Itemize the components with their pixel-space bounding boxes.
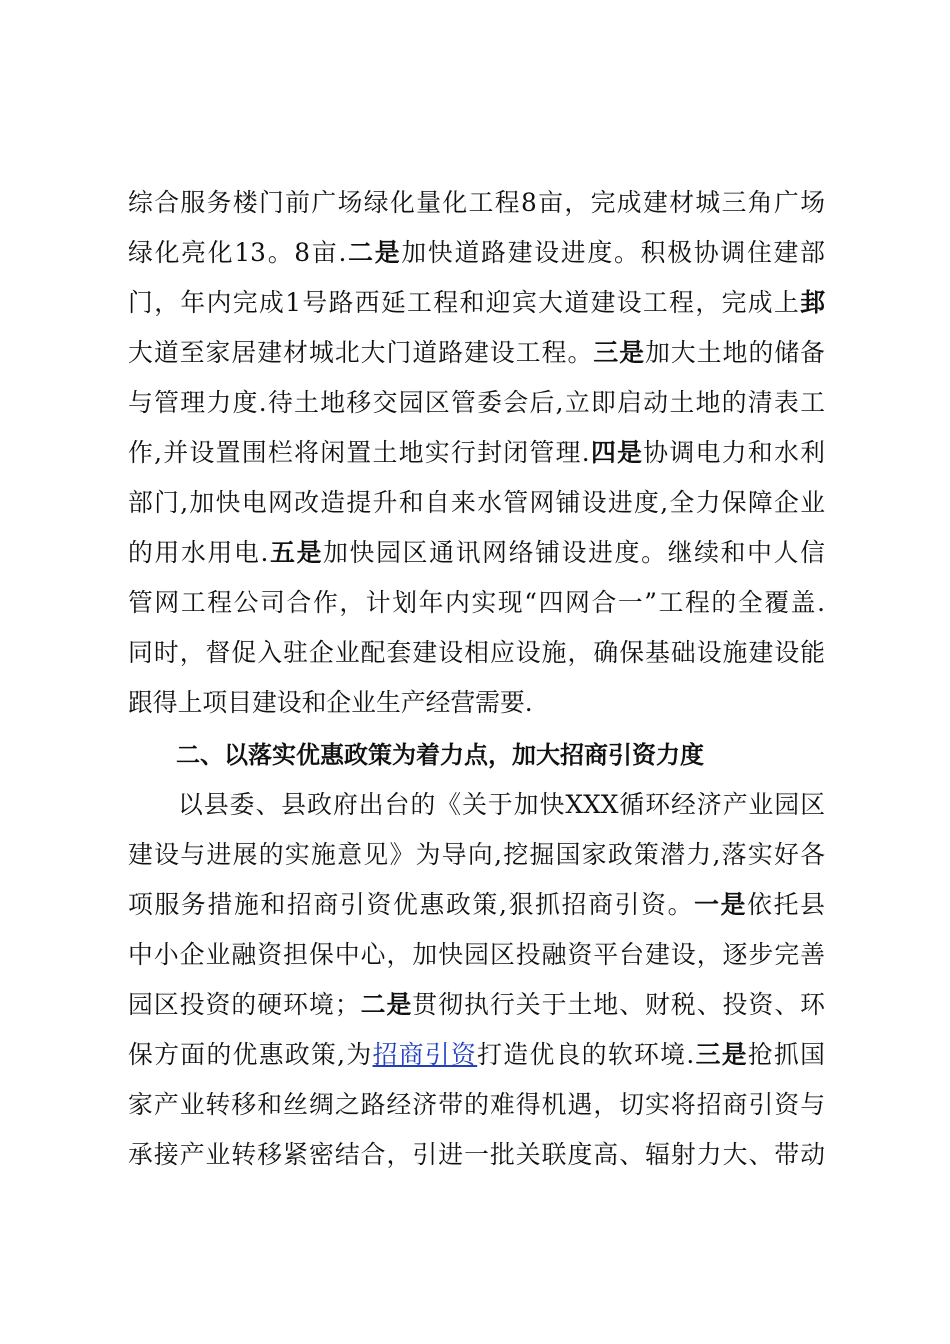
text-line: 同时，督促入驻企业配套建设相应设施，确保基础设施建设能: [128, 638, 825, 667]
text-line: 绿化亮化13。8亩.二是加快道路建设进度。积极协调住建部: [128, 238, 825, 267]
text-line: 园区投资的硬环境；二是贯彻执行关于土地、财税、投资、环: [128, 990, 825, 1019]
investment-link[interactable]: 招商引资: [372, 1040, 478, 1069]
text-line: 项服务措施和招商引资优惠政策,狠抓招商引资。一是依托县: [128, 890, 825, 919]
text-line: 建设与进展的实施意见》为导向,挖掘国家政策潜力,落实好各: [128, 840, 825, 869]
text-line: 部门,加快电网改造提升和自来水管网铺设进度,全力保障企业: [128, 488, 825, 517]
text-line: 大道至家居建材城北大门道路建设工程。三是加大土地的储备: [128, 338, 825, 367]
text-line: 保方面的优惠政策,为招商引资打造优良的软环境.三是抢抓国: [128, 1040, 825, 1069]
text-line: 跟得上项目建设和企业生产经营需要.: [128, 688, 533, 717]
text-line: 中小企业融资担保中心，加快园区投融资平台建设，逐步完善: [128, 940, 825, 969]
text-line: 家产业转移和丝绸之路经济带的难得机遇，切实将招商引资与: [128, 1090, 825, 1119]
text-line: 以县委、县政府出台的《关于加快XXX循环经济产业园区: [178, 790, 825, 819]
text-line: 综合服务楼门前广场绿化量化工程8亩，完成建材城三角广场: [128, 188, 825, 217]
text-line: 承接产业转移紧密结合，引进一批关联度高、辐射力大、带动: [128, 1140, 825, 1169]
text-line: 的用水用电.五是加快园区通讯网络铺设进度。继续和中人信: [128, 538, 825, 567]
section-heading: 二、以落实优惠政策为着力点，加大招商引资力度: [176, 741, 704, 769]
text-line: 作,并设置围栏将闲置土地实行封闭管理.四是协调电力和水利: [128, 438, 825, 467]
text-line: 与管理力度.待土地移交园区管委会后,立即启动土地的清表工: [128, 388, 825, 417]
text-line: 管网工程公司合作，计划年内实现“四网合一”工程的全覆盖.: [128, 588, 825, 617]
text-line: 门，年内完成1号路西延工程和迎宾大道建设工程，完成上邽: [128, 288, 825, 317]
